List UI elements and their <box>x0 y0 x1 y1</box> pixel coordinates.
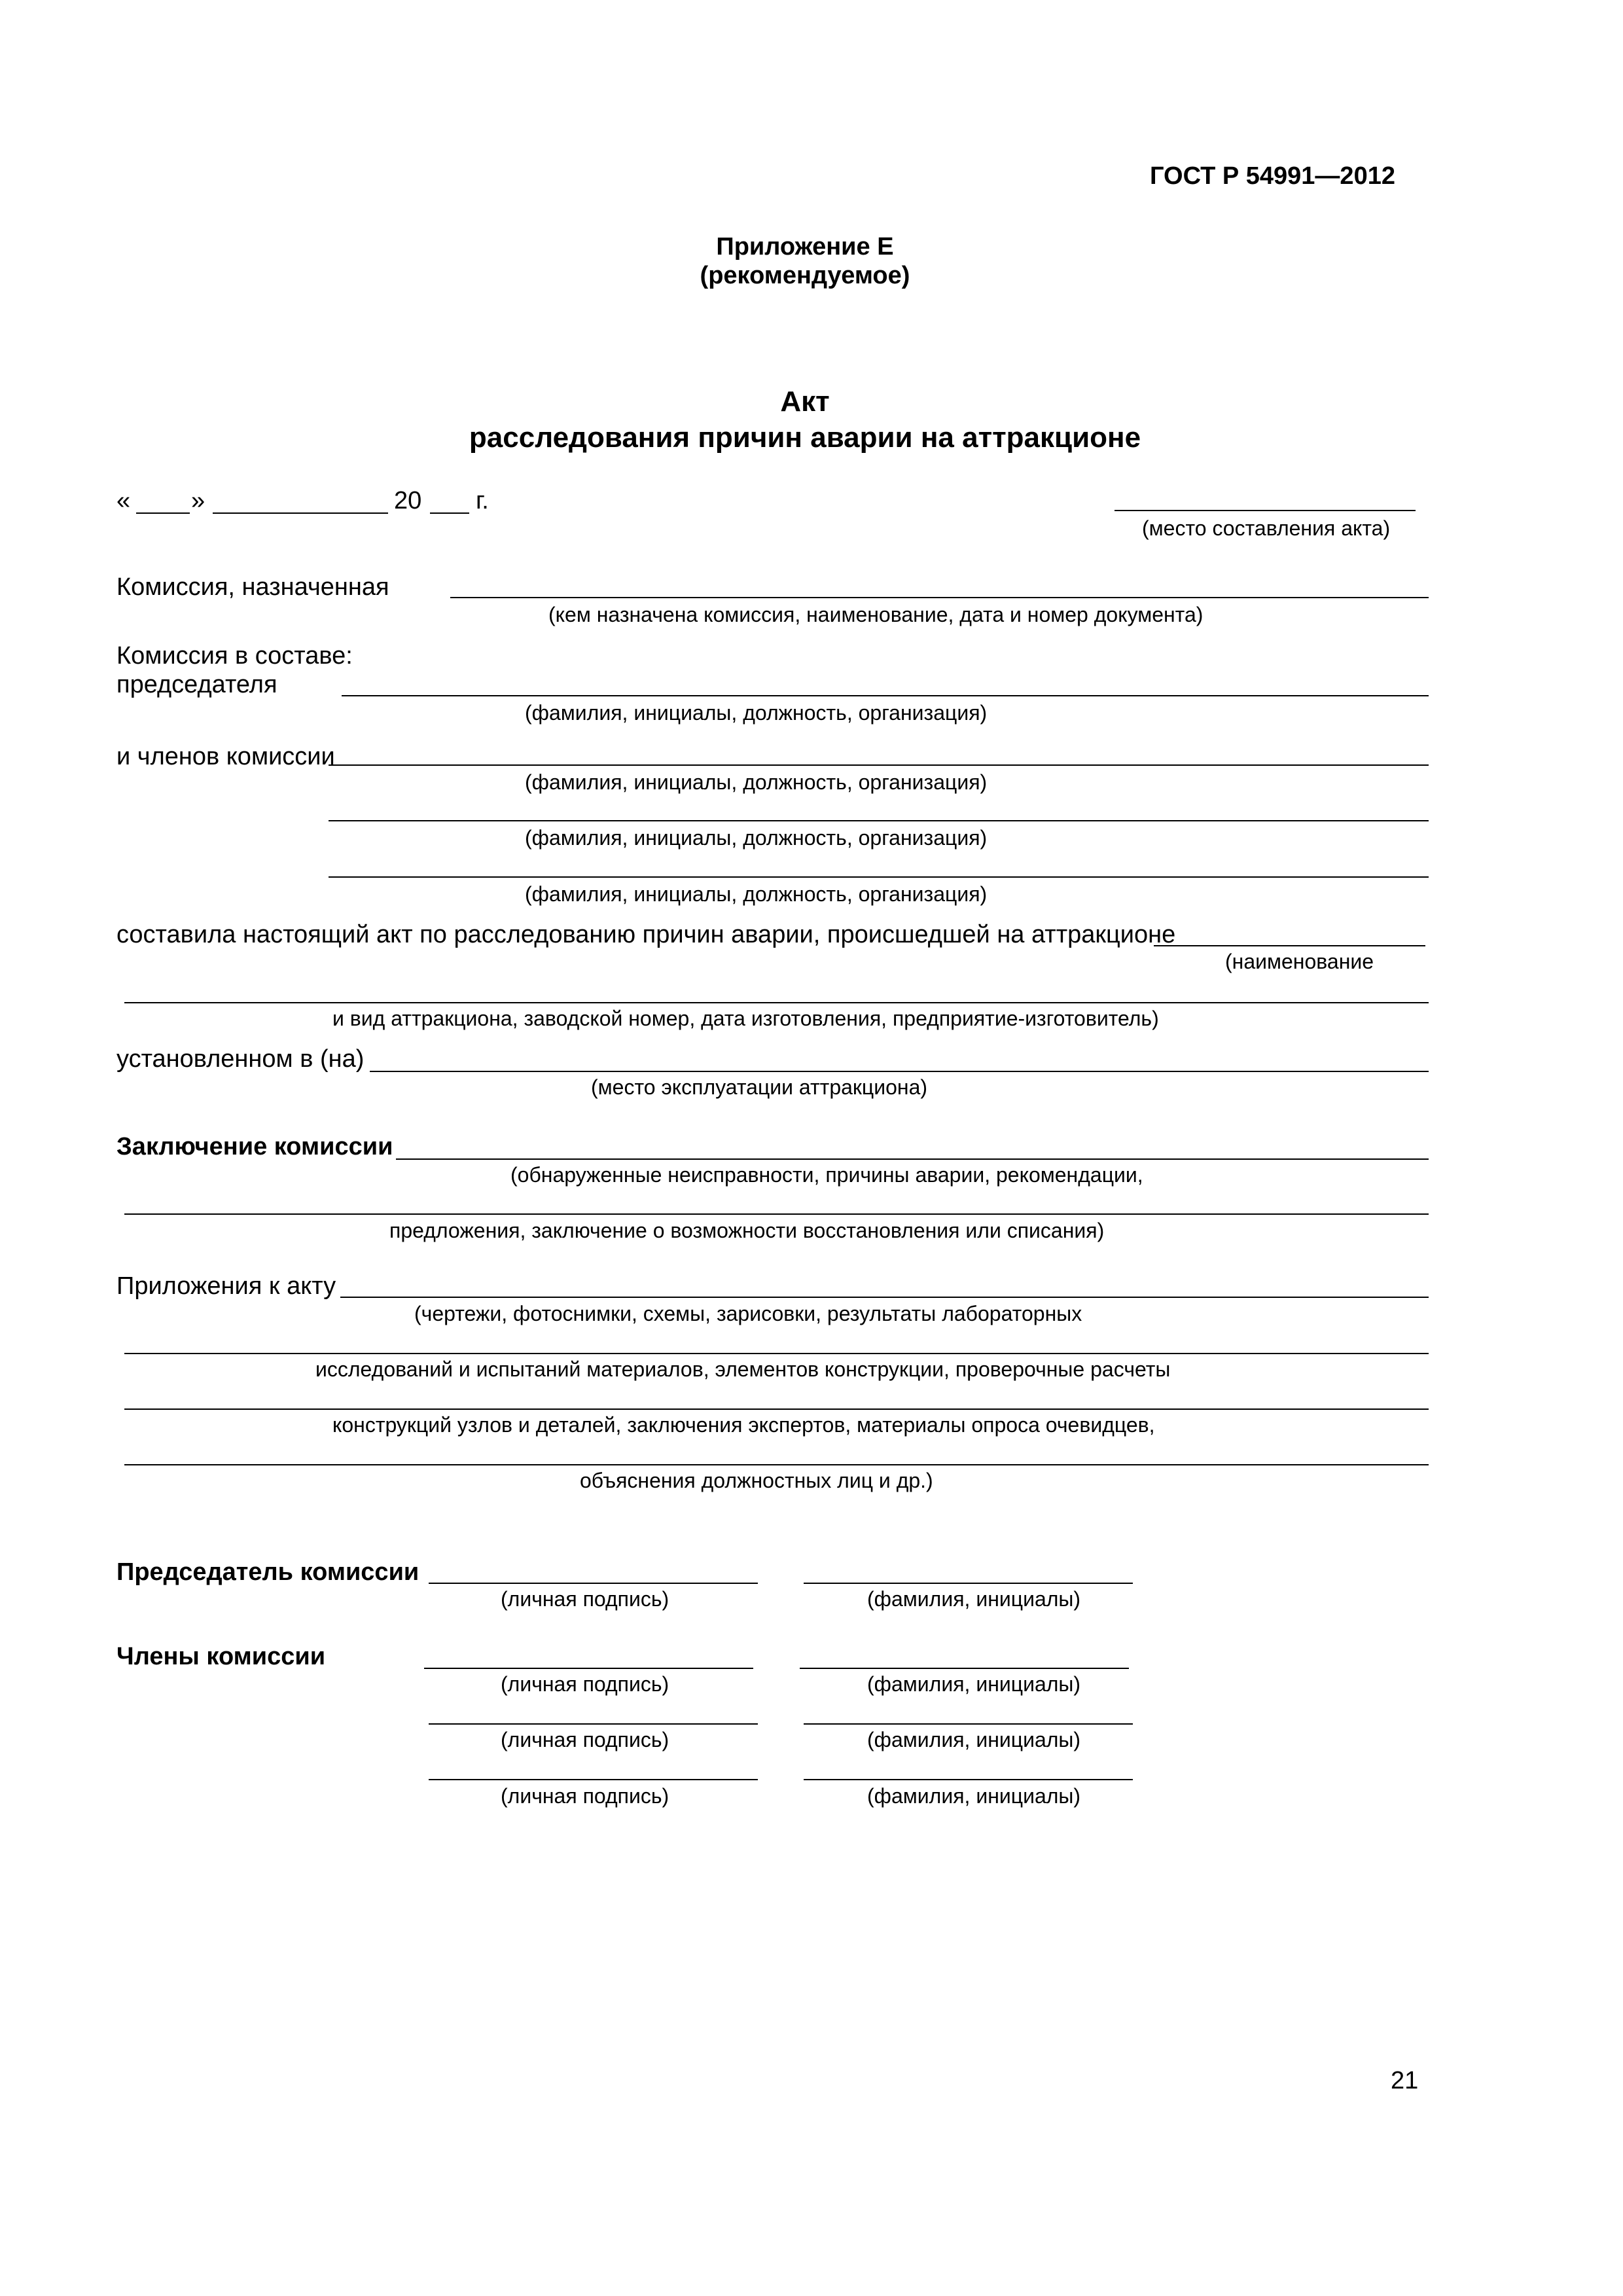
chairman-signature-field[interactable] <box>429 1583 758 1584</box>
commission-appointed-hint: (кем назначена комиссия, наименование, дата и номер документа) <box>548 603 1204 626</box>
member-signature-field-1[interactable] <box>424 1668 753 1669</box>
attachments-field-4[interactable] <box>124 1464 1429 1465</box>
chairman-signature-label: Председатель комиссии <box>116 1558 419 1586</box>
member-field-1[interactable] <box>329 764 1429 766</box>
incident-text: составила настоящий акт по расследованию причин аварии, происшедшей на аттракционе <box>116 921 1176 948</box>
chairman-hint: (фамилия, инициалы, должность, организация) <box>525 701 988 725</box>
member-signature-hint-2: (личная подпись) <box>501 1728 669 1751</box>
member-name-field-2[interactable] <box>804 1723 1133 1725</box>
act-subtitle: расследования причин аварии на аттракционе <box>469 422 1141 454</box>
chairman-label: председателя <box>116 671 277 698</box>
members-signature-label: Члены комиссии <box>116 1643 326 1670</box>
location-hint: (место эксплуатации аттракциона) <box>591 1075 928 1099</box>
conclusion-hint-1: (обнаруженные неисправности, причины аварии, рекомендации, <box>510 1163 1143 1187</box>
conclusion-field[interactable] <box>396 1158 1429 1160</box>
member-hint-2: (фамилия, инициалы, должность, организация) <box>525 826 988 850</box>
commission-composition-label: Комиссия в составе: <box>116 642 353 670</box>
member-field-3[interactable] <box>329 876 1429 878</box>
attachments-hint-3: конструкций узлов и деталей, заключения экспертов, материалы опроса очевидцев, <box>332 1413 1155 1437</box>
attachments-field-3[interactable] <box>124 1408 1429 1410</box>
chairman-name-hint: (фамилия, инициалы) <box>867 1587 1081 1611</box>
member-hint-3: (фамилия, инициалы, должность, организация) <box>525 882 988 906</box>
act-title: Акт <box>780 386 830 418</box>
incident-hint-1: (наименование <box>1225 950 1374 973</box>
chairman-name-field[interactable] <box>804 1583 1133 1584</box>
member-signature-hint-1: (личная подпись) <box>501 1672 669 1696</box>
chairman-signature-hint: (личная подпись) <box>501 1587 669 1611</box>
attraction-name-field-2[interactable] <box>124 1002 1429 1003</box>
standard-code: ГОСТ Р 54991—2012 <box>1150 162 1395 190</box>
conclusion-hint-2: предложения, заключение о возможности восстановления или списания) <box>389 1219 1105 1242</box>
attachments-hint-1: (чертежи, фотоснимки, схемы, зарисовки, результаты лабораторных <box>414 1302 1082 1325</box>
place-field[interactable] <box>1115 510 1416 511</box>
month-field[interactable] <box>213 512 388 514</box>
appendix-status: (рекомендуемое) <box>700 262 910 289</box>
date-close-quote: » <box>191 487 205 514</box>
attraction-name-field[interactable] <box>1154 945 1425 946</box>
place-hint: (место составления акта) <box>1142 516 1391 540</box>
location-label: установленном в (на) <box>116 1045 365 1073</box>
member-name-hint-3: (фамилия, инициалы) <box>867 1784 1081 1808</box>
member-name-hint-1: (фамилия, инициалы) <box>867 1672 1081 1696</box>
member-field-2[interactable] <box>329 820 1429 821</box>
appendix-title: Приложение Е <box>716 233 894 260</box>
location-field[interactable] <box>370 1071 1429 1072</box>
member-name-field-1[interactable] <box>800 1668 1129 1669</box>
member-name-field-3[interactable] <box>804 1779 1133 1780</box>
year-field[interactable] <box>430 512 469 514</box>
chairman-field[interactable] <box>342 695 1429 696</box>
member-signature-field-3[interactable] <box>429 1779 758 1780</box>
attachments-hint-4: объяснения должностных лиц и др.) <box>580 1469 933 1492</box>
member-signature-field-2[interactable] <box>429 1723 758 1725</box>
page-number: 21 <box>1391 2067 1419 2094</box>
attachments-field[interactable] <box>340 1297 1429 1298</box>
year-suffix: г. <box>476 487 489 514</box>
conclusion-field-2[interactable] <box>124 1213 1429 1215</box>
members-label: и членов комиссии <box>116 743 335 770</box>
year-prefix: 20 <box>394 487 422 514</box>
member-name-hint-2: (фамилия, инициалы) <box>867 1728 1081 1751</box>
commission-appointed-field[interactable] <box>450 597 1429 598</box>
attachments-field-2[interactable] <box>124 1353 1429 1354</box>
attachments-label: Приложения к акту <box>116 1272 336 1300</box>
member-hint-1: (фамилия, инициалы, должность, организация) <box>525 770 988 794</box>
day-field[interactable] <box>136 512 190 514</box>
incident-hint-2: и вид аттракциона, заводской номер, дата изготовления, предприятие-изготовитель) <box>332 1007 1159 1030</box>
member-signature-hint-3: (личная подпись) <box>501 1784 669 1808</box>
commission-appointed-label: Комиссия, назначенная <box>116 573 389 601</box>
date-open-quote: « <box>116 487 131 514</box>
attachments-hint-2: исследований и испытаний материалов, элементов конструкции, проверочные расчеты <box>315 1357 1171 1381</box>
conclusion-label: Заключение комиссии <box>116 1133 393 1160</box>
